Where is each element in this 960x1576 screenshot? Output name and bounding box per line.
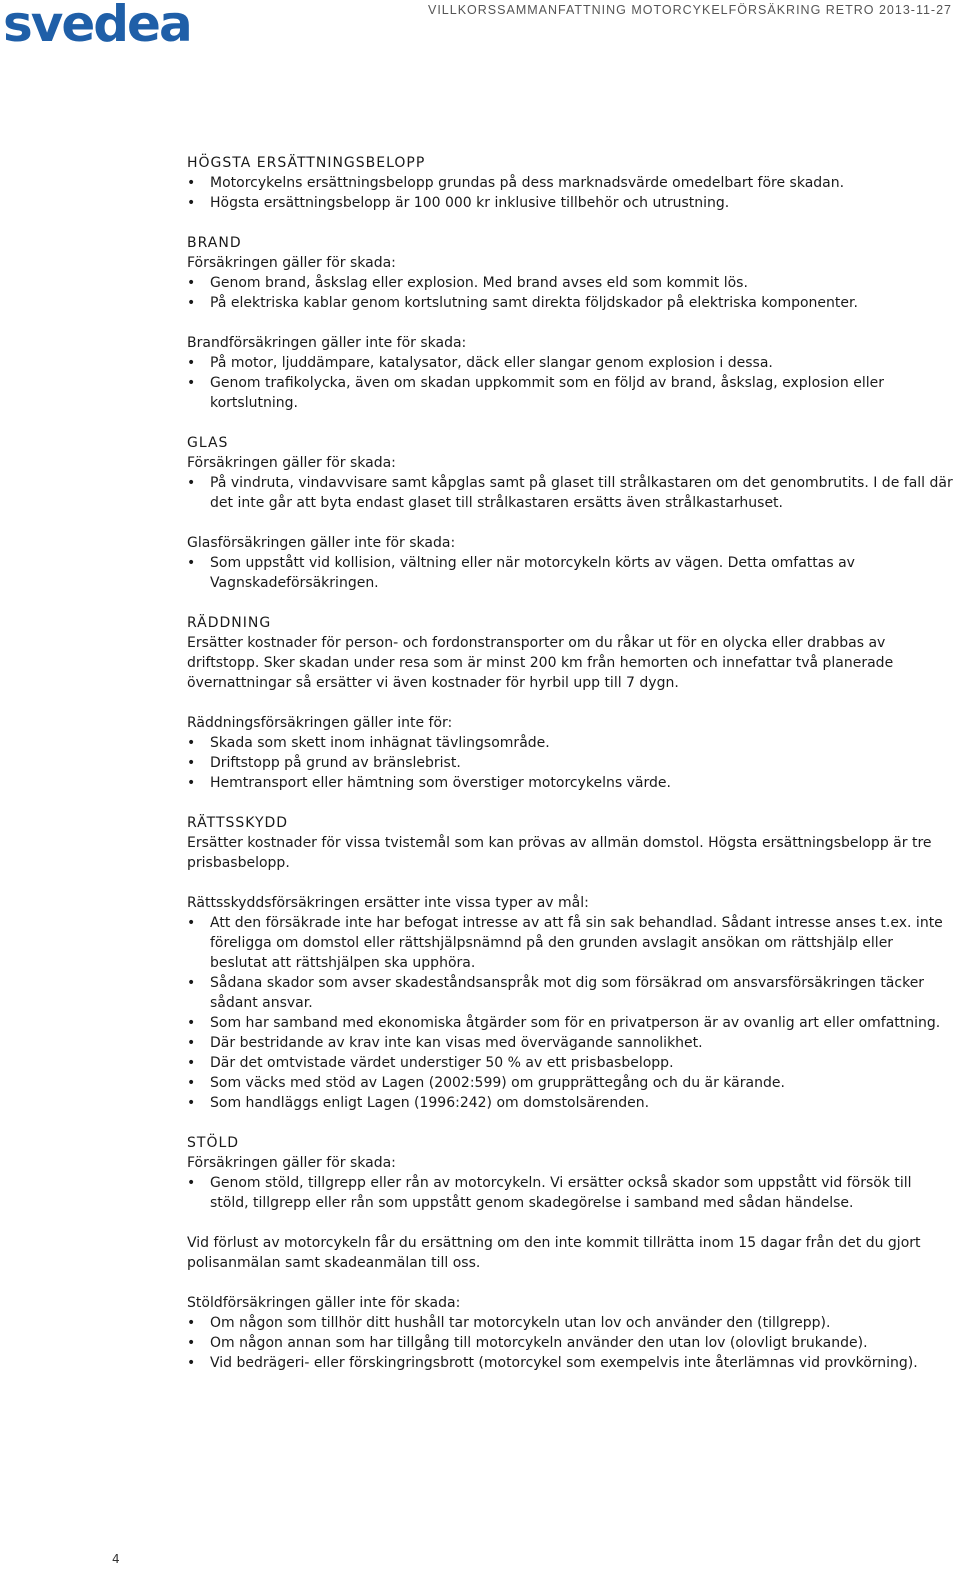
bullet-icon: • [187,375,196,391]
list-item-text: Där bestridande av krav inte kan visas med övervägande sannolikhet. [210,1035,703,1051]
list-item-text: Om någon annan som har tillgång till motorcykeln använder den utan lov (olovligt brukande). [210,1335,868,1351]
bullet-list [187,273,953,313]
section-heading: HÖGSTA ERSÄTTNINGSBELOPP [187,155,426,171]
bullet-list [187,1173,953,1213]
exclusion-list [187,733,953,793]
list-item [187,913,953,973]
exclusion-intro: Glasförsäkringen gäller inte för skada: [187,535,456,551]
section-stold [187,1133,953,1373]
list-item-text: Vid bedrägeri- eller förskingringsbrott (motorcykel som exempelvis inte återlämnas vid provkörning). [210,1355,918,1371]
list-item-text: Driftstopp på grund av bränslebrist. [210,755,461,771]
list-item [187,273,953,293]
list-item-text: Motorcykelns ersättningsbelopp grundas på dess marknadsvärde omedelbart före skadan. [210,175,845,191]
list-item [187,1093,953,1113]
bullet-icon: • [187,1315,196,1331]
list-item-text: På motor, ljuddämpare, katalysator, däck eller slangar genom explosion i dessa. [210,355,773,371]
section-intro: Försäkringen gäller för skada: [187,255,396,271]
section-heading: RÄTTSSKYDD [187,815,289,831]
bullet-icon: • [187,1095,196,1111]
bullet-icon: • [187,1055,196,1071]
list-item [187,1353,953,1373]
list-item-text: Sådana skador som avser skadeståndsanspråk mot dig som försäkrad om ansvarsförsäkringen täcker sådant ansvar. [210,975,925,1011]
exclusion-intro: Stöldförsäkringen gäller inte för skada: [187,1295,461,1311]
list-item [187,373,953,413]
bullet-list [187,173,953,213]
list-item [187,293,953,313]
section-text: Ersätter kostnader för vissa tvistemål som kan prövas av allmän domstol. Högsta ersättningsbelopp är tre prisbasbelopp. [187,835,932,871]
exclusion-intro: Brandförsäkringen gäller inte för skada: [187,335,467,351]
document-title: VILLKORSSAMMANFATTNING MOTORCYKELFÖRSÄKRING RETRO 2013-11-27 [428,3,952,17]
bullet-icon: • [187,1035,196,1051]
bullet-icon: • [187,475,196,491]
list-item [187,773,953,793]
list-item [187,193,953,213]
bullet-icon: • [187,775,196,791]
exclusion-list [187,353,953,413]
section-heading: RÄDDNING [187,615,272,631]
list-item-text: Som väcks med stöd av Lagen (2002:599) om grupprättegång och du är kärande. [210,1075,785,1091]
list-item-text: Högsta ersättningsbelopp är 100 000 kr inklusive tillbehör och utrustning. [210,195,730,211]
bullet-icon: • [187,755,196,771]
section-text: Vid förlust av motorcykeln får du ersättning om den inte kommit tillrätta inom 15 dagar från det du gjort polisanmälan samt skadeanmälan till oss. [187,1235,921,1271]
section-intro: Försäkringen gäller för skada: [187,455,396,471]
section-intro: Försäkringen gäller för skada: [187,1155,396,1171]
bullet-icon: • [187,1075,196,1091]
list-item-text: På elektriska kablar genom kortslutning samt direkta följdskador på elektriska komponenter. [210,295,858,311]
bullet-icon: • [187,1355,196,1371]
list-item-text: På vindruta, vindavvisare samt kåpglas samt på glaset till strålkastaren om det genombrutits. I de fall där det inte går att byta endast glaset till strålkastaren ersätts även strålkastarhuset. [210,475,953,511]
bullet-icon: • [187,175,196,191]
list-item [187,1073,953,1093]
section-rattsskydd [187,813,953,1113]
bullet-icon: • [187,975,196,991]
section-raddning [187,613,953,793]
exclusion-list [187,913,953,1113]
list-item [187,753,953,773]
document-body [187,153,953,1393]
exclusion-list [187,553,953,593]
exclusion-intro: Räddningsförsäkringen gäller inte för: [187,715,453,731]
bullet-list [187,473,953,513]
bullet-icon: • [187,915,196,931]
list-item [187,1173,953,1213]
list-item [187,733,953,753]
list-item [187,353,953,373]
bullet-icon: • [187,555,196,571]
list-item [187,473,953,513]
bullet-icon: • [187,735,196,751]
list-item [187,973,953,1013]
list-item [187,173,953,193]
list-item [187,1013,953,1033]
section-brand [187,233,953,413]
list-item-text: Skada som skett inom inhägnat tävlingsområde. [210,735,550,751]
list-item-text: Om någon som tillhör ditt hushåll tar motorcykeln utan lov och använder den (tillgrepp). [210,1315,831,1331]
list-item-text: Genom stöld, tillgrepp eller rån av motorcykeln. Vi ersätter också skador som uppstått vid försök till stöld, tillgrepp eller rån som uppstått genom skadegörelse i samband med sådan händelse. [210,1175,912,1211]
section-text: Ersätter kostnader för person- och fordonstransporter om du råkar ut för en olycka eller drabbas av driftstopp. Sker skadan under resa som är minst 200 km från hemorten och innefattar två planerade övernattningar så ersätter vi även kostnader för hyrbil upp till 7 dygn. [187,635,894,691]
list-item-text: Genom trafikolycka, även om skadan uppkommit som en följd av brand, åskslag, explosion eller kortslutning. [210,375,884,411]
list-item [187,553,953,593]
list-item-text: Som har samband med ekonomiska åtgärder som för en privatperson är av ovanlig art eller omfattning. [210,1015,941,1031]
bullet-icon: • [187,1335,196,1351]
bullet-icon: • [187,275,196,291]
section-glas [187,433,953,593]
exclusion-intro: Rättsskyddsförsäkringen ersätter inte vissa typer av mål: [187,895,589,911]
list-item-text: Som uppstått vid kollision, vältning eller när motorcykeln körts av vägen. Detta omfattas av Vagnskadeförsäkringen. [210,555,855,591]
bullet-icon: • [187,195,196,211]
bullet-icon: • [187,295,196,311]
section-heading: GLAS [187,435,229,451]
svedea-logo: svedea [3,0,191,53]
list-item [187,1033,953,1053]
list-item [187,1053,953,1073]
list-item [187,1333,953,1353]
bullet-icon: • [187,355,196,371]
list-item-text: Att den försäkrade inte har befogat intresse av att få sin sak behandlad. Sådant intresse anses t.ex. inte föreligga om domstol eller rättshjälpsnämnd på den grunden avslagit ansökan om rättshjälp eller beslutat att rättshjälpen ska upphöra. [210,915,943,971]
list-item-text: Hemtransport eller hämtning som överstiger motorcykelns värde. [210,775,671,791]
list-item-text: Som handläggs enligt Lagen (1996:242) om domstolsärenden. [210,1095,650,1111]
list-item [187,1313,953,1333]
list-item-text: Genom brand, åskslag eller explosion. Med brand avses eld som kommit lös. [210,275,748,291]
bullet-icon: • [187,1175,196,1191]
exclusion-list [187,1313,953,1373]
section-heading: STÖLD [187,1135,240,1151]
bullet-icon: • [187,1015,196,1031]
page-number: 4 [112,1552,120,1566]
list-item-text: Där det omtvistade värdet understiger 50 % av ett prisbasbelopp. [210,1055,674,1071]
section-heading: BRAND [187,235,242,251]
section-hogsta-ersattningsbelopp [187,153,953,213]
